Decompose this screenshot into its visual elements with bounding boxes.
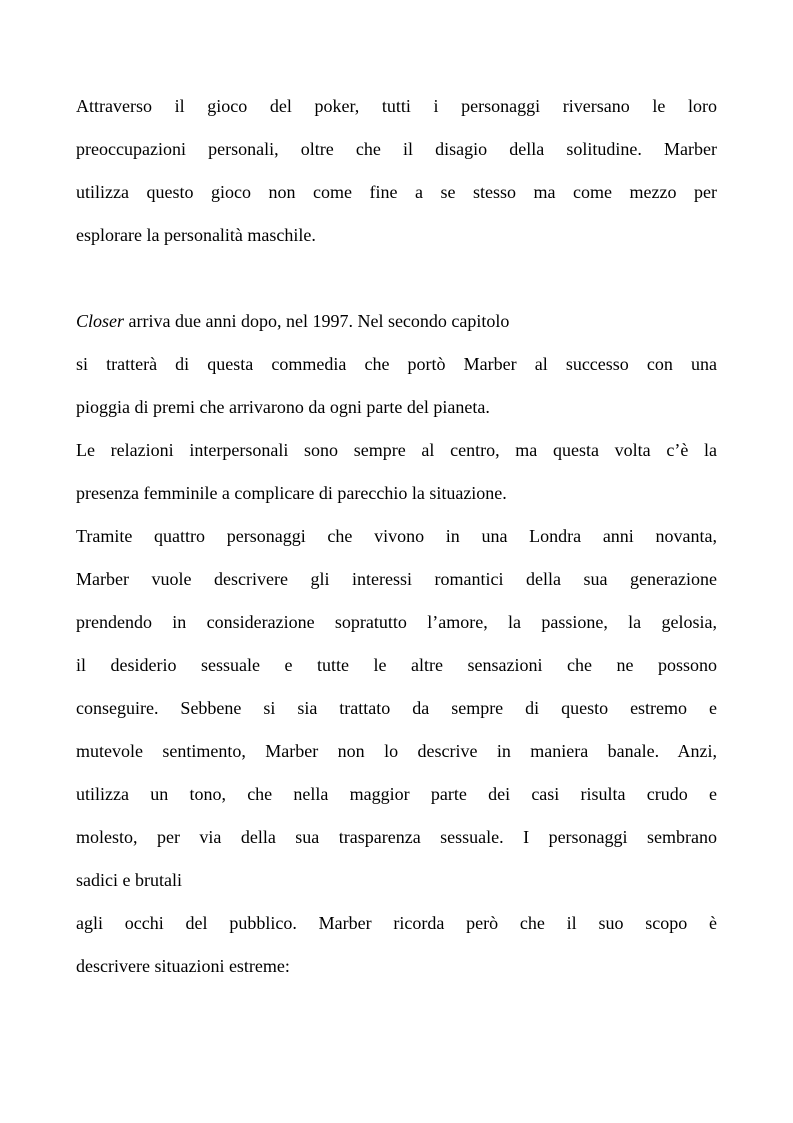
text-line: molesto, per via della sua trasparenza sessuale. I personaggi sembrano <box>76 827 717 847</box>
text-line <box>76 310 717 332</box>
text-line: utilizza un tono, che nella maggior parte dei casi risulta crudo e <box>76 784 717 804</box>
text-line: descrivere situazioni estreme: <box>76 956 290 976</box>
text-line: Le relazioni interpersonali sono sempre al centro, ma questa volta c’è la <box>76 440 717 460</box>
text-line: presenza femminile a complicare di parecchio la situazione. <box>76 483 507 503</box>
text-line: utilizza questo gioco non come fine a se stesso ma come mezzo per <box>76 182 717 202</box>
work-title: Closer <box>76 311 125 331</box>
text-line: Attraverso il gioco del poker, tutti i personaggi riversano le loro <box>76 96 717 116</box>
text-line: il desiderio sessuale e tutte le altre sensazioni che ne possono <box>76 655 717 675</box>
text-line: prendendo in considerazione sopratutto l’amore, la passione, la gelosia, <box>76 612 717 632</box>
text-line: esplorare la personalità maschile. <box>76 225 316 245</box>
text-line: Tramite quattro personaggi che vivono in una Londra anni novanta, <box>76 526 717 546</box>
text-line: conseguire. Sebbene si sia trattato da sempre di questo estremo e <box>76 698 717 718</box>
text-line: si tratterà di questa commedia che portò Marber al successo con una <box>76 354 717 374</box>
text-line: agli occhi del pubblico. Marber ricorda però che il suo scopo è <box>76 913 717 933</box>
text-line: preoccupazioni personali, oltre che il disagio della solitudine. Marber <box>76 139 717 159</box>
text-line: Marber vuole descrivere gli interessi romantici della sua generazione <box>76 569 717 589</box>
text-line: sadici e brutali <box>76 870 182 890</box>
text-line: pioggia di premi che arrivarono da ogni parte del pianeta. <box>76 397 490 417</box>
text-span: arriva due anni dopo, nel 1997. Nel secondo capitolo <box>124 311 510 331</box>
text-line: mutevole sentimento, Marber non lo descrive in maniera banale. Anzi, <box>76 741 717 761</box>
